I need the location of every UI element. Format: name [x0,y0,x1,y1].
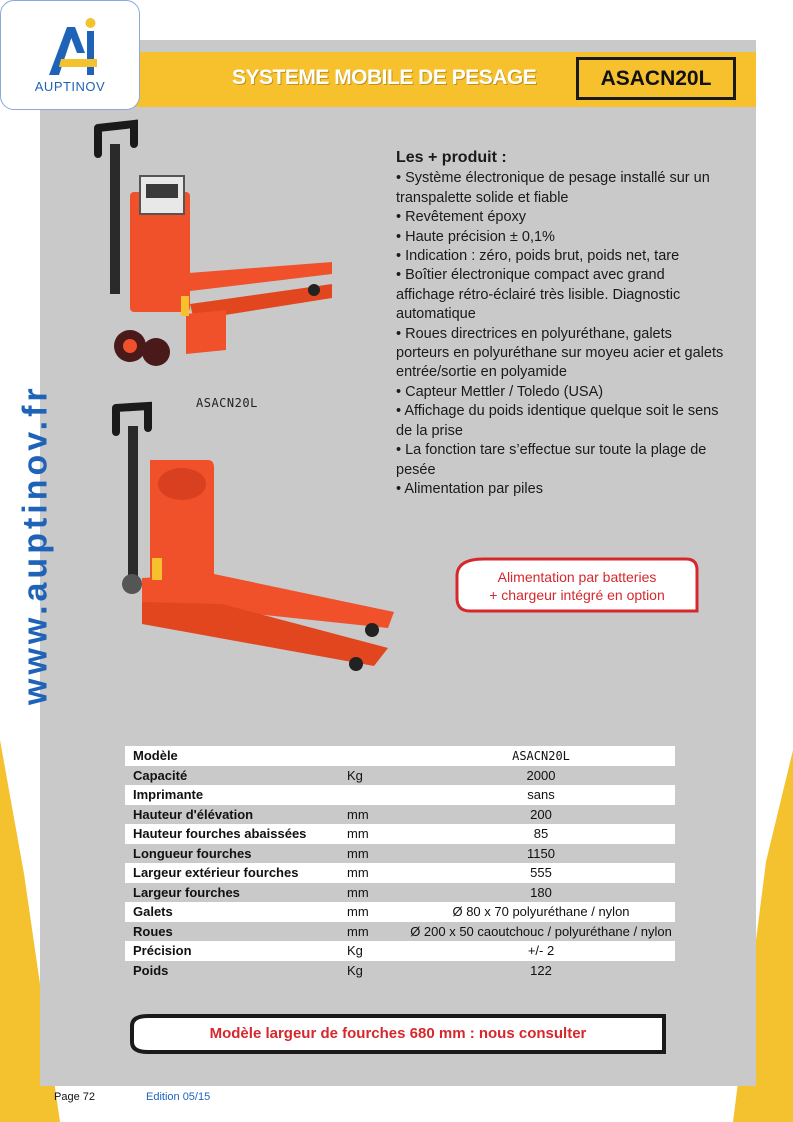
spec-label: Largeur fourches [125,883,333,903]
feature-item: • Haute précision ± 0,1% [396,228,726,247]
spec-value: Ø 200 x 50 caoutchouc / polyuréthane / nylon [407,922,675,942]
spec-unit: Kg [333,961,407,981]
battery-callout [454,556,700,614]
spec-value: ASACN20L [407,746,675,766]
spec-value: 180 [407,883,675,903]
spec-value: 2000 [407,766,675,786]
pallet-truck-image-top [86,114,336,376]
table-row [125,824,675,844]
spec-unit: mm [333,902,407,922]
footer-note-text: Modèle largeur de fourches 680 mm : nous consulter [209,1025,587,1042]
feature-item: • Boîtier électronique compact avec grand affichage rétro-éclairé très lisible. Diagnostic automatique [396,266,726,324]
spec-label: Imprimante [125,785,333,805]
spec-unit: mm [333,883,407,903]
spec-label: Poids [125,961,333,981]
spec-unit [333,746,407,766]
feature-item: • Roues directrices en polyuréthane, galets porteurs en polyuréthane sur moyeu acier et galets entrée/sortie en polyamide [396,325,726,383]
callout-line-2: + chargeur intégré en option [489,587,665,603]
spec-value: 200 [407,805,675,825]
spec-unit: Kg [333,766,407,786]
table-row [125,863,675,883]
spec-unit: mm [333,844,407,864]
spec-label: Modèle [125,746,333,766]
page-number: Page 72 [54,1091,95,1103]
callout-line-1: Alimentation par batteries [497,569,657,585]
table-row [125,844,675,864]
spec-unit: mm [333,824,407,844]
spec-value: sans [407,785,675,805]
spec-unit: mm [333,863,407,883]
spec-label: Capacité [125,766,333,786]
spec-table [125,746,675,980]
image-caption: ASACN20L [196,396,258,410]
feature-item: • Affichage du poids identique quelque soit le sens de la prise [396,402,726,441]
table-row [125,785,675,805]
table-row [125,902,675,922]
table-row [125,805,675,825]
spec-label: Hauteur d'élévation [125,805,333,825]
feature-item: • Système électronique de pesage installé sur un transpalette solide et fiable [396,169,726,208]
feature-item: • Alimentation par piles [396,480,726,499]
logo-icon [1,1,141,81]
spec-value: Ø 80 x 70 polyuréthane / nylon [407,902,675,922]
website-url[interactable]: www.auptinov.fr [16,384,55,706]
edition-label: Edition 05/15 [146,1091,211,1103]
pallet-truck-image-bottom [102,398,402,680]
table-row [125,766,675,786]
spec-unit [333,785,407,805]
spec-unit: mm [333,922,407,942]
feature-item: • Revêtement époxy [396,208,726,227]
table-row [125,961,675,981]
table-row [125,922,675,942]
spec-value: 122 [407,961,675,981]
callout-text [454,568,700,604]
spec-label: Longueur fourches [125,844,333,864]
table-row [125,746,675,766]
spec-unit: mm [333,805,407,825]
feature-item: • Indication : zéro, poids brut, poids net, tare [396,247,726,266]
table-row [125,941,675,961]
spec-unit: Kg [333,941,407,961]
features-list [396,169,726,499]
spec-value: 85 [407,824,675,844]
spec-value: 555 [407,863,675,883]
logo-brand-text: AUPTINOV [34,79,106,94]
features-heading: Les + produit : [396,149,507,166]
spec-label: Hauteur fourches abaissées [125,824,333,844]
table-row [125,883,675,903]
model-badge: ASACN20L [576,57,736,100]
spec-label: Roues [125,922,333,942]
spec-label: Largeur extérieur fourches [125,863,333,883]
feature-item: • La fonction tare s’effectue sur toute la plage de pesée [396,441,726,480]
footer-note [128,1012,668,1056]
logo[interactable] [0,0,140,110]
spec-value: 1150 [407,844,675,864]
spec-label: Galets [125,902,333,922]
spec-label: Précision [125,941,333,961]
feature-item: • Capteur Mettler / Toledo (USA) [396,383,726,402]
page-title: SYSTEME MOBILE DE PESAGE [232,66,537,89]
spec-value: +/- 2 [407,941,675,961]
product-features [396,148,726,499]
